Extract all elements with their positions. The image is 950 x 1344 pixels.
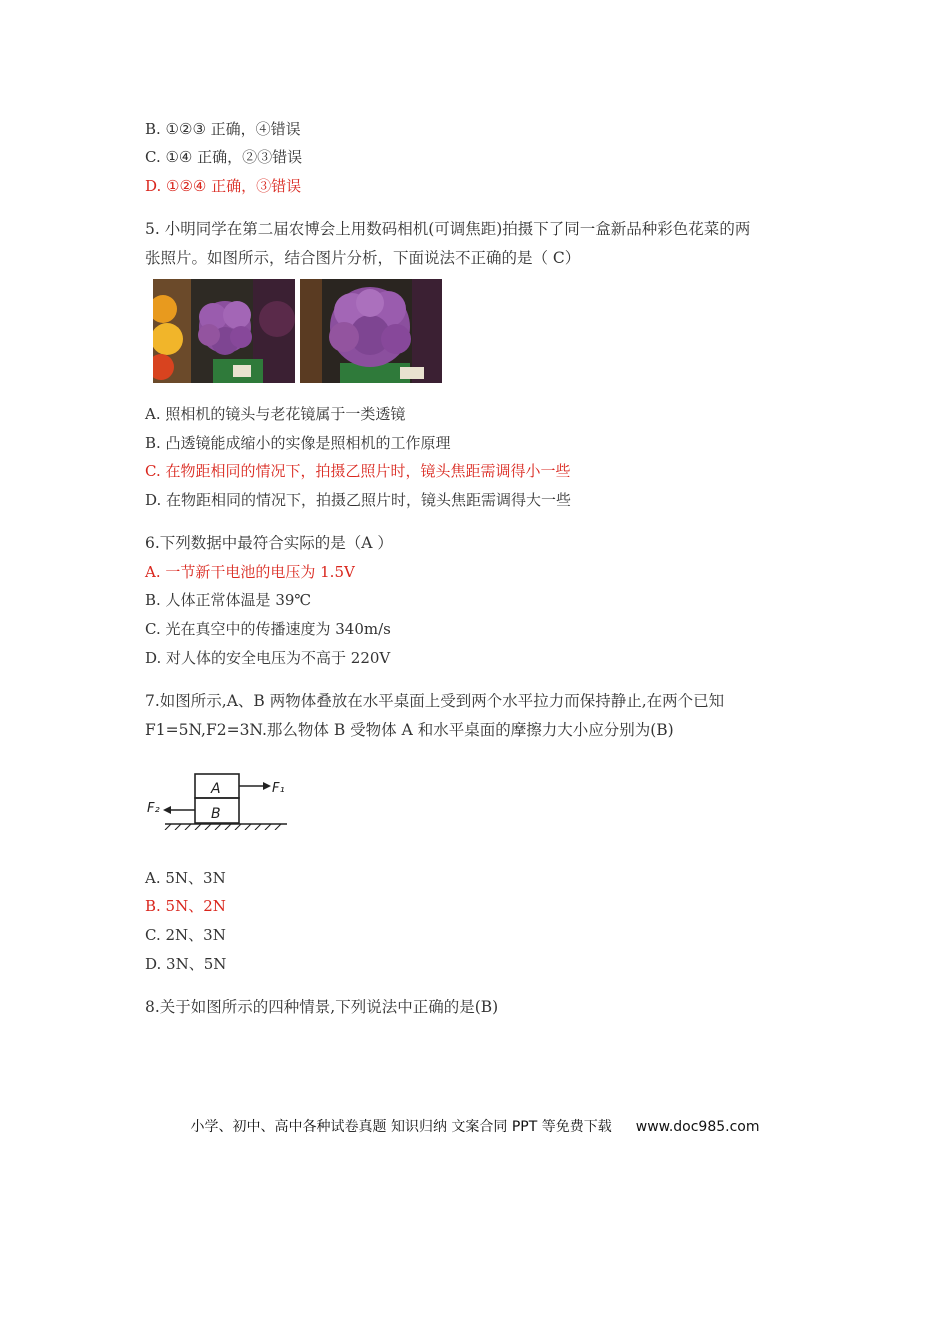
q4-option-d-answer: D. ①②④ 正确，③错误 bbox=[145, 177, 302, 195]
q7-stem-line2: F1=5N,F2=3N.那么物体 B 受物体 A 和水平桌面的摩擦力大小应分别为(B) bbox=[145, 721, 674, 739]
q7-option-d: D. 3N、5N bbox=[145, 955, 227, 973]
block-b-label: B bbox=[211, 806, 221, 822]
q7-option-a: A. 5N、3N bbox=[145, 869, 226, 887]
q4-option-c: C. ①④ 正确，②③错误 bbox=[145, 148, 303, 166]
q5-option-a: A. 照相机的镜头与老花镜属于一类透镜 bbox=[145, 405, 406, 423]
footer-text: 小学、初中、高中各种试卷真题 知识归纳 文案合同 PPT 等免费下载 bbox=[190, 1119, 612, 1135]
q6-stem: 6.下列数据中最符合实际的是（A ） bbox=[145, 534, 393, 552]
q5-stem-line2: 张照片。如图所示，结合图片分析，下面说法不正确的是（ C） bbox=[145, 249, 581, 267]
footer-url[interactable]: www.doc985.com bbox=[635, 1119, 760, 1135]
q6-option-a-answer: A. 一节新干电池的电压为 1.5V bbox=[145, 563, 355, 581]
cauliflower-photo-left bbox=[153, 279, 295, 383]
q6-option-d: D. 对人体的安全电压为不高于 220V bbox=[145, 649, 391, 667]
cauliflower-photo-right bbox=[300, 279, 442, 383]
q8-stem: 8.关于如图所示的四种情景,下列说法中正确的是(B) bbox=[145, 998, 499, 1016]
q7-option-b-answer: B. 5N、2N bbox=[145, 897, 226, 915]
block-a-label: A bbox=[211, 781, 221, 797]
q5-option-d: D. 在物距相同的情况下，拍摄乙照片时，镜头焦距需调得大一些 bbox=[145, 491, 572, 509]
q4-option-b: B. ①②③ 正确，④错误 bbox=[145, 120, 301, 138]
footer-banner bbox=[0, 1116, 950, 1136]
block-force-diagram bbox=[145, 768, 290, 830]
force-f2-label: F₂ bbox=[147, 801, 160, 816]
q7-stem-line1: 7.如图所示,A、B 两物体叠放在水平桌面上受到两个水平拉力而保持静止,在两个已知 bbox=[145, 692, 725, 710]
force-f1-label: F₁ bbox=[272, 781, 285, 796]
q5-option-b: B. 凸透镜能成缩小的实像是照相机的工作原理 bbox=[145, 434, 451, 452]
q6-option-c: C. 光在真空中的传播速度为 340m/s bbox=[145, 620, 391, 638]
q6-option-b: B. 人体正常体温是 39℃ bbox=[145, 591, 312, 609]
q5-option-c-answer: C. 在物距相同的情况下，拍摄乙照片时，镜头焦距需调得小一些 bbox=[145, 462, 571, 480]
q7-option-c: C. 2N、3N bbox=[145, 926, 226, 944]
q5-stem-line1: 5. 小明同学在第二届农博会上用数码相机(可调焦距)拍摄下了同一盒新品种彩色花菜的两 bbox=[145, 220, 751, 238]
